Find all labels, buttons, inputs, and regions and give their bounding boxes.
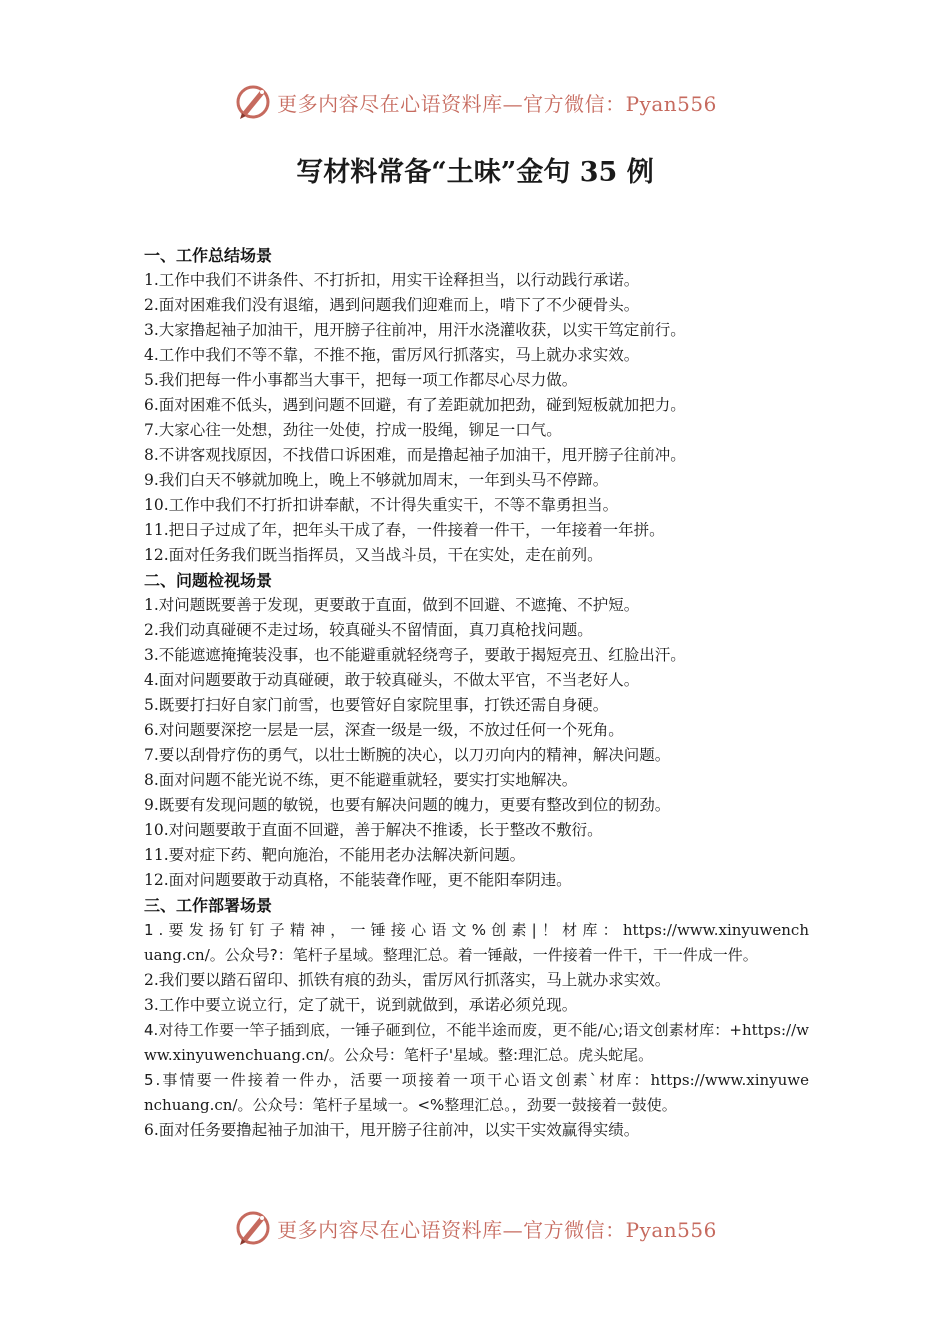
list-item: 1.工作中我们不讲条件、不打折扣，用实干诠释担当，以行动践行承诺。 <box>144 271 640 289</box>
watermark-text: 更多内容尽在心语资料库—官方微信：Pyan556 <box>277 1217 717 1242</box>
url-text: https://www.xinyuwenchuang.cn/ <box>144 1021 809 1064</box>
list-item-text: 5.事情要一件接着一件办，活要一项接着一项干心语文创素`材库： <box>144 1071 651 1089</box>
list-item <box>144 1068 809 1118</box>
section-heading: 一、工作总结场景 <box>144 246 273 265</box>
list-item: 2.我们动真碰硬不走过场，较真碰头不留情面，真刀真枪找问题。 <box>144 621 593 639</box>
list-item: 7.大家心往一处想，劲往一处使，拧成一股绳，铆足一口气。 <box>144 421 562 439</box>
list-item-text: 1.要发扬钉钉子精神，一锤接心语文%创素|！材库： <box>144 921 623 939</box>
document-body <box>144 243 809 1143</box>
section-heading: 三、工作部署场景 <box>144 896 273 915</box>
list-item: 6.面对困难不低头，遇到问题不回避，有了差距就加把劲，碰到短板就加把力。 <box>144 396 686 414</box>
document-title: 写材料常备“土味”金句 35 例 <box>296 157 654 188</box>
list-item: 2.面对困难我们没有退缩，遇到问题我们迎难而上，啃下了不少硬骨头。 <box>144 296 640 314</box>
list-item: 3.工作中要立说立行，定了就干，说到就做到，承诺必须兑现。 <box>144 996 578 1014</box>
list-item-text: 。公众号：笔杆子'星域。整:理汇总。虎头蛇尾。 <box>328 1046 654 1064</box>
list-item: 9.我们白天不够就加晚上，晚上不够就加周末，一年到头马不停蹄。 <box>144 471 609 489</box>
list-item: 10.对问题要敢于直面不回避，善于解决不推诿，长于整改不敷衍。 <box>144 821 603 839</box>
list-item: 6.面对任务要撸起袖子加油干，甩开膀子往前冲，以实干实效赢得实绩。 <box>144 1121 640 1139</box>
section-heading: 二、问题检视场景 <box>144 571 273 590</box>
list-item: 9.既要有发现问题的敏锐，也要有解决问题的魄力，更要有整改到位的韧劲。 <box>144 796 671 814</box>
list-item <box>144 918 809 968</box>
list-item: 12.面对问题要敢于动真格，不能装聋作哑，更不能阳奉阴违。 <box>144 871 572 889</box>
list-item: 6.对问题要深挖一层是一层，深查一级是一级，不放过任何一个死角。 <box>144 721 624 739</box>
watermark-header <box>0 82 950 122</box>
list-item: 1.对问题既要善于发现，更要敢于直面，做到不回避、不遮掩、不护短。 <box>144 596 640 614</box>
list-item: 7.要以刮骨疗伤的勇气，以壮士断腕的决心，以刀刃向内的精神，解决问题。 <box>144 746 671 764</box>
url-text: https://www.xinyuwenchuang.cn/ <box>144 921 809 964</box>
list-item-text: 4.对待工作要一竿子插到底，一锤子砸到位，不能半途而废，更不能/心;语文创素材库：+ <box>144 1021 742 1039</box>
list-item: 4.面对问题要敢于动真碰硬，敢于较真碰头，不做太平官，不当老好人。 <box>144 671 640 689</box>
list-item: 3.不能遮遮掩掩装没事，也不能避重就轻绕弯子，要敢于揭短亮丑、红脸出汗。 <box>144 646 686 664</box>
list-item: 3.大家撸起袖子加油干，甩开膀子往前冲，用汗水浇灌收获，以实干笃定前行。 <box>144 321 686 339</box>
watermark-text: 更多内容尽在心语资料库—官方微信：Pyan556 <box>277 91 717 116</box>
pen-circle-logo-icon <box>233 82 273 122</box>
list-item: 2.我们要以踏石留印、抓铁有痕的劲头，雷厉风行抓落实，马上就办求实效。 <box>144 971 671 989</box>
pen-circle-logo-icon <box>233 1208 273 1248</box>
watermark-footer <box>0 1208 950 1248</box>
list-item: 10.工作中我们不打折扣讲奉献，不计得失重实干，不等不靠勇担当。 <box>144 496 619 514</box>
list-item: 8.不讲客观找原因，不找借口诉困难，而是撸起袖子加油干，甩开膀子往前冲。 <box>144 446 686 464</box>
list-item: 4.工作中我们不等不靠，不推不拖，雷厉风行抓落实，马上就办求实效。 <box>144 346 640 364</box>
list-item: 12.面对任务我们既当指挥员，又当战斗员，干在实处，走在前列。 <box>144 546 603 564</box>
list-item: 8.面对问题不能光说不练，更不能避重就轻，要实打实地解决。 <box>144 771 578 789</box>
list-item: 11.要对症下药、靶向施治，不能用老办法解决新问题。 <box>144 846 526 864</box>
list-item-text: 。公众号：笔杆子星域一。<%整理汇总。，劲要一鼓接着一鼓使。 <box>237 1096 677 1114</box>
list-item: 5.既要打扫好自家门前雪，也要管好自家院里事，打铁还需自身硬。 <box>144 696 609 714</box>
list-item: 11.把日子过成了年，把年头干成了春，一件接着一件干，一年接着一年拼。 <box>144 521 665 539</box>
list-item: 5.我们把每一件小事都当大事干，把每一项工作都尽心尽力做。 <box>144 371 578 389</box>
list-item-text: 。公众号?：笔杆子星域。整理汇总。着一锤敲，一件接着一件干，干一件成一件。 <box>209 946 758 964</box>
url-text: https://www.xinyuwenchuang.cn/ <box>144 1071 809 1114</box>
list-item <box>144 1018 809 1068</box>
